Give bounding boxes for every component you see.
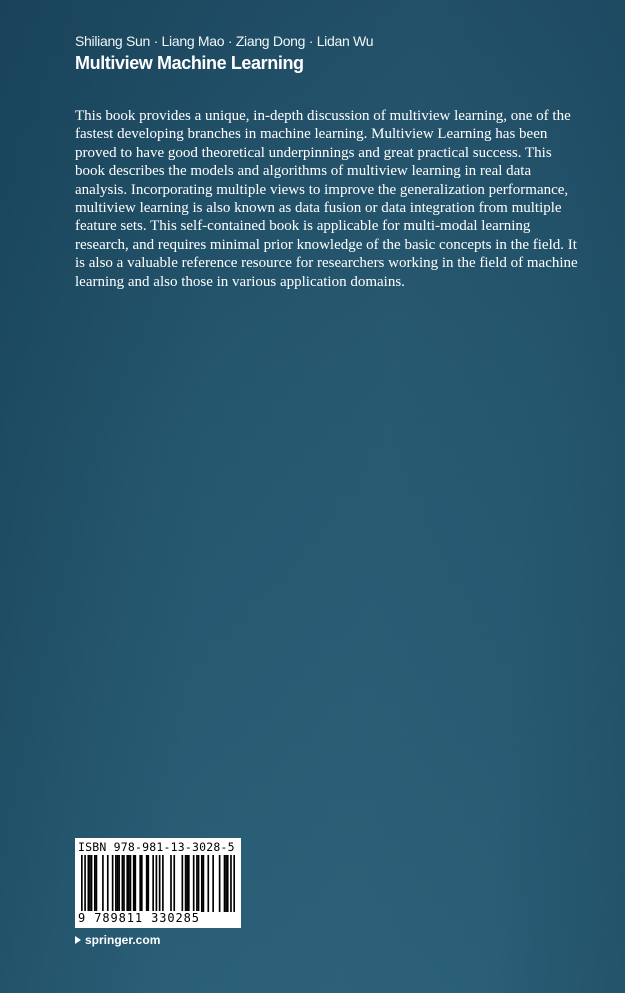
barcode-bar bbox=[159, 855, 161, 912]
barcode-bar bbox=[107, 855, 109, 912]
publisher-url[interactable]: springer.com bbox=[85, 933, 161, 947]
barcode-bar bbox=[141, 855, 143, 912]
barcode-bar bbox=[84, 855, 86, 912]
barcode-bar bbox=[115, 855, 117, 912]
barcode-bar bbox=[225, 855, 227, 912]
isbn-barcode-box bbox=[75, 838, 241, 928]
barcode-bar bbox=[89, 855, 91, 912]
barcode-bar bbox=[182, 855, 184, 912]
barcode-bar bbox=[196, 855, 198, 912]
barcode-bar bbox=[207, 855, 209, 912]
barcode-bar bbox=[146, 855, 148, 912]
barcode-bar bbox=[162, 855, 164, 912]
barcode-bar bbox=[198, 855, 200, 912]
barcode-bar bbox=[170, 855, 172, 912]
barcode-bar bbox=[203, 855, 205, 912]
barcode-bar bbox=[147, 855, 149, 912]
book-title: Multiview Machine Learning bbox=[75, 53, 304, 73]
barcode-bar bbox=[122, 855, 124, 912]
barcode-bar bbox=[219, 855, 221, 912]
barcode-bar bbox=[134, 855, 136, 912]
barcode-digits: 9 789811 330285 bbox=[78, 911, 200, 925]
barcode-bar bbox=[128, 855, 130, 912]
barcode-bar bbox=[118, 855, 120, 912]
barcode-bar bbox=[126, 855, 128, 912]
barcode-bar bbox=[81, 855, 83, 912]
barcode-bar bbox=[123, 855, 125, 912]
barcode-bar bbox=[224, 855, 226, 912]
barcode-bar bbox=[117, 855, 119, 912]
barcode-bar bbox=[188, 855, 190, 912]
barcode-bar bbox=[130, 855, 132, 912]
barcode-bar bbox=[186, 855, 188, 912]
isbn-label: ISBN 978-981-13-3028-5 bbox=[78, 840, 235, 854]
barcode-bar bbox=[156, 855, 158, 912]
barcode-bar bbox=[233, 855, 235, 912]
barcode-bar bbox=[87, 855, 89, 912]
barcode-bar bbox=[173, 855, 175, 912]
barcode-bar bbox=[227, 855, 229, 912]
barcode-bar bbox=[96, 855, 98, 912]
barcode-bar bbox=[112, 855, 114, 912]
barcode-bar bbox=[152, 855, 154, 912]
barcode-bar bbox=[91, 855, 93, 912]
barcode-bar bbox=[139, 855, 141, 912]
book-description: This book provides a unique, in-depth discussion of multiview learning, one of the fastest developing branches in machine learning. Multiview Learning has been proved to have good theoretical underpinnings and great practical success. This book describes the models and algorithms of multiview learning in real data analysis. Incorporating multiple views to improve the generalization performance, multiview learning is also known as data fusion or data integration from multiple feature sets. This self-contained book is applicable for multi-modal learning research, and requires minimal prior knowledge of the basic concepts in the field. It is also a valuable reference resource for researchers working in the field of machine learning and also those in various application domains. bbox=[75, 108, 578, 290]
authors-line: Shiliang Sun · Liang Mao · Ziang Dong · Lidan Wu bbox=[75, 33, 374, 49]
barcode-bar bbox=[133, 855, 135, 912]
barcode-bar bbox=[212, 855, 214, 912]
barcode-bar bbox=[230, 855, 232, 912]
barcode-bar bbox=[201, 855, 203, 912]
barcode-bar bbox=[102, 855, 104, 912]
barcode-bar bbox=[185, 855, 187, 912]
barcode-bar bbox=[94, 855, 96, 912]
triangle-right-icon bbox=[75, 936, 81, 944]
publisher-link[interactable] bbox=[75, 933, 160, 947]
barcode-icon bbox=[81, 855, 235, 912]
barcode-bar bbox=[193, 855, 195, 912]
